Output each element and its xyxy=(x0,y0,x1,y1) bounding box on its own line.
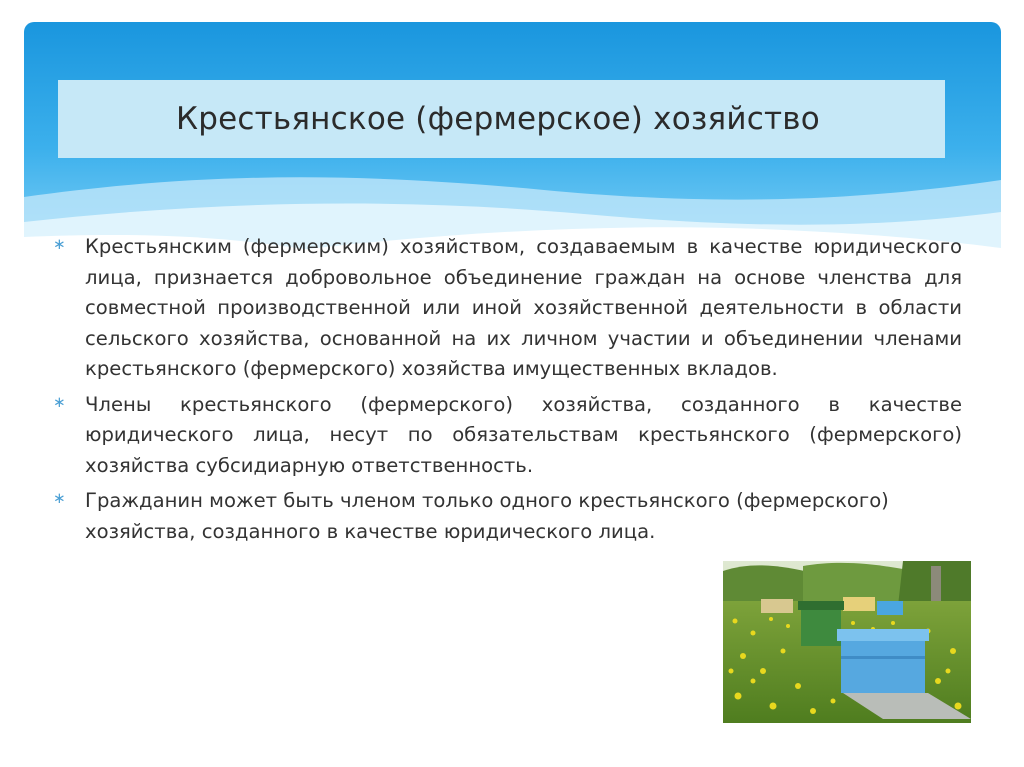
title-box xyxy=(58,80,945,158)
asterisk-icon: ∗ xyxy=(53,489,66,507)
bullet-item xyxy=(50,232,962,385)
slide-title: Крестьянское (фермерское) хозяйство xyxy=(176,101,820,137)
beehives-photo xyxy=(723,561,971,723)
bullet-text: Члены крестьянского (фермерского) хозяйства, созданного в качестве юридического лица, несут по обязательствам крестьянского (фермерского) хозяйства субсидиарную ответственность. xyxy=(85,392,962,477)
bullet-text: Гражданин может быть членом только одного крестьянского (фермерского) хозяйства, созданного в качестве юридического лица. xyxy=(85,489,889,543)
bullet-item xyxy=(50,486,962,547)
bullet-item xyxy=(50,390,962,482)
bullet-text: Крестьянским (фермерским) хозяйством, создаваемым в качестве юридического лица, признается добровольное объединение граждан на основе членства для совместной производственной или иной хозяйственной деятельности в области сельского хозяйства, основанной на их личном участии и объединении членами крестьянского (фермерского) хозяйства имущественных вкладов. xyxy=(85,235,962,380)
asterisk-icon: ∗ xyxy=(53,235,66,253)
asterisk-icon: ∗ xyxy=(53,392,66,411)
bullet-list xyxy=(50,232,962,552)
